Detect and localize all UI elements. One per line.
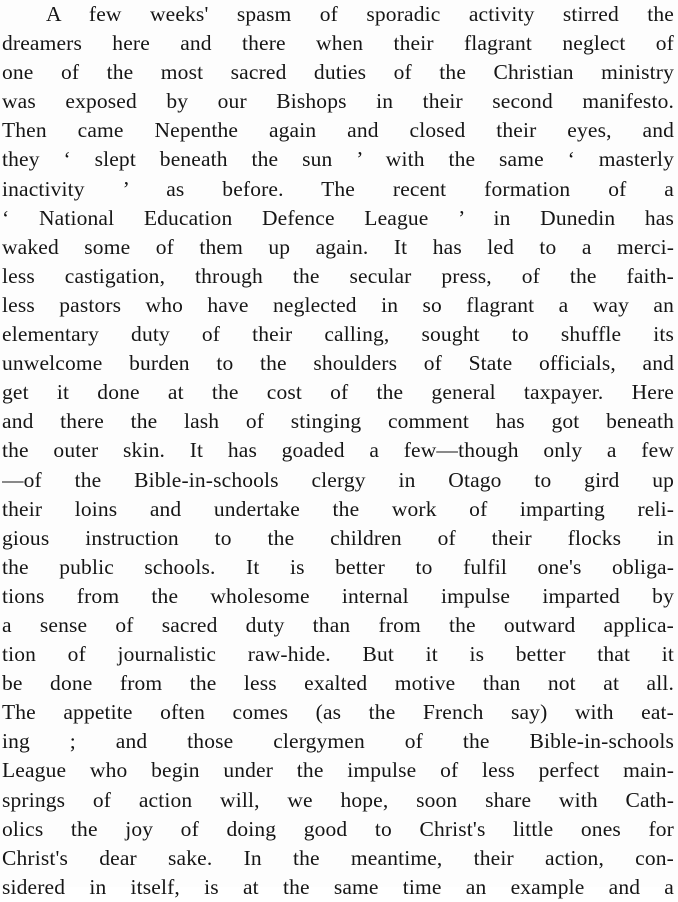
text-line: tion of journalistic raw-hide. But it is better that it: [2, 642, 674, 667]
text-line: elementary duty of their calling, sought to shuffle its: [2, 322, 674, 347]
text-line: waked some of them up again. It has led to a merci-: [2, 234, 674, 259]
text-line: unwelcome burden to the shoulders of State officials, and: [2, 351, 674, 376]
text-line: less castigation, through the secular press, of the faith-: [2, 263, 674, 288]
text-line: one of the most sacred duties of the Christian ministry: [2, 60, 674, 85]
text-line: ing ; and those clergymen of the Bible-in-schools: [2, 729, 674, 754]
text-line: ‘ National Education Defence League ’ in Dunedin has: [2, 205, 674, 230]
text-line: was exposed by our Bishops in their second manifesto.: [2, 89, 674, 114]
text-line: be done from the less exalted motive than not at all.: [2, 671, 674, 696]
text-line: inactivity ’ as before. The recent formation of a: [2, 176, 674, 201]
text-line: springs of action will, we hope, soon share with Cath-: [2, 787, 674, 812]
text-line: League who begin under the impulse of less perfect main-: [2, 758, 674, 783]
text-line: the public schools. It is better to fulfil one's obliga-: [2, 554, 674, 579]
text-line: dreamers here and there when their flagrant neglect of: [2, 31, 674, 56]
text-line: tions from the wholesome internal impulse imparted by: [2, 583, 674, 608]
text-line: less pastors who have neglected in so flagrant a way an: [2, 292, 674, 317]
text-line: The appetite often comes (as the French say) with eat-: [2, 700, 674, 725]
article-column: [2, 0, 674, 902]
text-line: Then came Nepenthe again and closed their eyes, and: [2, 118, 674, 143]
text-line: —of the Bible-in-schools clergy in Otago to gird up: [2, 467, 674, 492]
text-line: olics the joy of doing good to Christ's little ones for: [2, 816, 674, 841]
text-line: their loins and undertake the work of imparting reli-: [2, 496, 674, 521]
text-line: they ‘ slept beneath the sun ’ with the same ‘ masterly: [2, 147, 674, 172]
text-line: a sense of sacred duty than from the outward applica-: [2, 612, 674, 637]
text-line: and there the lash of stinging comment has got beneath: [2, 409, 674, 434]
text-line: gious instruction to the children of their flocks in: [2, 525, 674, 550]
text-line: sidered in itself, is at the same time an example and a: [2, 874, 674, 899]
text-line: A few weeks' spasm of sporadic activity stirred the: [46, 2, 674, 26]
text-line: Christ's dear sake. In the meantime, their action, con-: [2, 845, 674, 870]
text-line: get it done at the cost of the general taxpayer. Here: [2, 380, 674, 405]
text-line: the outer skin. It has goaded a few—though only a few: [2, 438, 674, 463]
